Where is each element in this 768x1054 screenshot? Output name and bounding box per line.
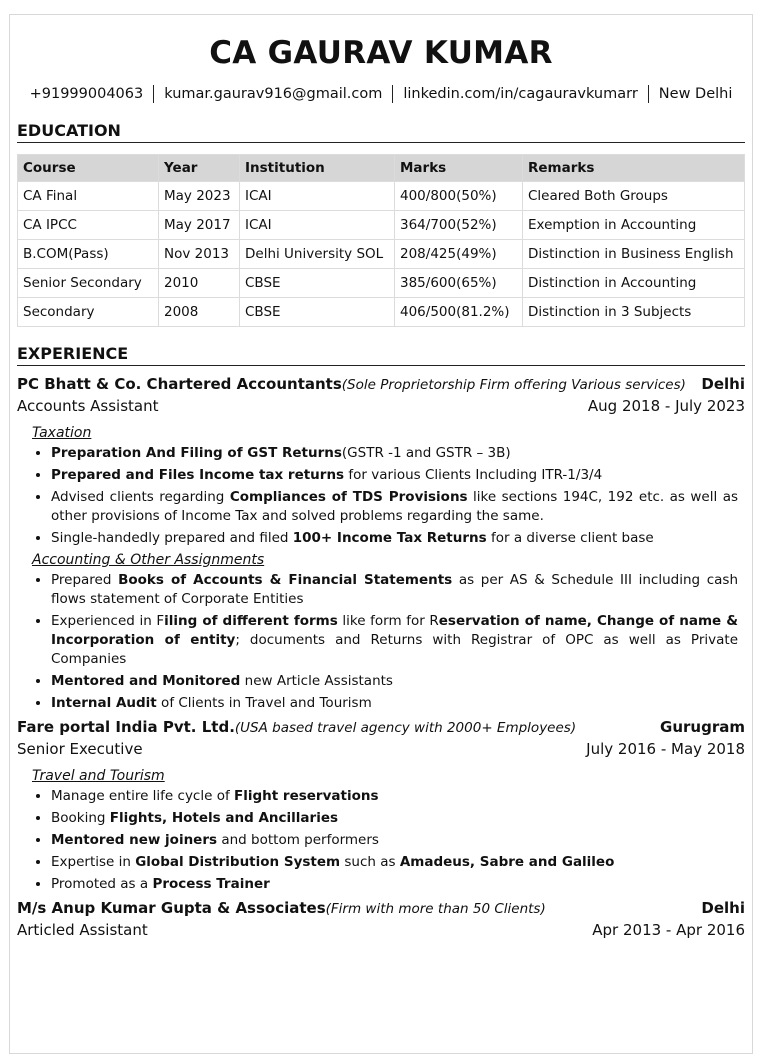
- table-cell: Distinction in Accounting: [523, 269, 745, 298]
- table-cell: May 2023: [159, 182, 240, 211]
- text-run: ; documents and Returns with Registrar of OPC as well as Private Companies: [51, 632, 738, 667]
- bold-text: Process Trainer: [152, 876, 270, 892]
- candidate-name: CA GAURAV KUMAR: [209, 35, 553, 71]
- job-header: [17, 718, 745, 736]
- table-cell: 406/500(81.2%): [395, 298, 523, 327]
- column-header: Institution: [240, 155, 395, 182]
- bold-text: Internal Audit: [51, 695, 157, 711]
- bold-text: eservation of name, Change of name & Incorporation of entity: [51, 613, 738, 648]
- table-cell: Exemption in Accounting: [523, 211, 745, 240]
- table-row: [18, 269, 745, 298]
- job-location: Gurugram: [660, 718, 745, 736]
- column-header: Remarks: [523, 155, 745, 182]
- table-row: [18, 298, 745, 327]
- company-name: PC Bhatt & Co. Chartered Accountants: [17, 375, 342, 393]
- bold-text: iling of different forms: [164, 613, 338, 629]
- table-cell: 400/800(50%): [395, 182, 523, 211]
- job-subheader: [17, 921, 745, 939]
- text-run: Manage entire life cycle of: [51, 788, 235, 804]
- education-table: [17, 154, 745, 327]
- list-item: [51, 571, 745, 609]
- table-row: [18, 182, 745, 211]
- text-run: of Clients in Travel and Tourism: [156, 695, 372, 711]
- bold-text: Flights, Hotels and Ancillaries: [109, 810, 339, 826]
- table-cell: Secondary: [18, 298, 159, 327]
- table-cell: Distinction in Business English: [523, 240, 745, 269]
- contact-divider: [153, 85, 154, 103]
- company-description: (USA based travel agency with 2000+ Employees): [234, 720, 577, 736]
- list-item: [51, 612, 745, 669]
- list-item: [51, 809, 745, 828]
- job-location: Delhi: [701, 375, 745, 393]
- text-run: such as: [340, 854, 400, 870]
- bold-text: 100+ Income Tax Returns: [292, 530, 487, 546]
- table-cell: 208/425(49%): [395, 240, 523, 269]
- bold-text: Preparation And Filing of GST Returns: [51, 445, 342, 461]
- bullet-list: [17, 787, 745, 894]
- job-dates: July 2016 - May 2018: [586, 740, 745, 758]
- text-run: Single-handedly prepared and filed: [51, 530, 293, 546]
- text-run: and bottom performers: [217, 832, 379, 848]
- text-run: as per AS & Schedule III including cash flows statement of Corporate Entities: [51, 572, 738, 607]
- job-header: [17, 899, 745, 917]
- text-run: for a diverse client base: [486, 530, 654, 546]
- contact-bar: [17, 85, 745, 103]
- table-cell: Senior Secondary: [18, 269, 159, 298]
- column-header: Year: [159, 155, 240, 182]
- bold-text: Global Distribution System: [135, 854, 341, 870]
- job-role: Senior Executive: [17, 740, 143, 758]
- table-cell: 2010: [159, 269, 240, 298]
- table-row: [18, 240, 745, 269]
- bullet-list: [17, 571, 745, 713]
- text-run: for various Clients Including ITR-1/3/4: [344, 467, 603, 483]
- job-role: Articled Assistant: [17, 921, 148, 939]
- subsection-title: Taxation: [32, 425, 92, 441]
- contact-divider: [648, 85, 649, 103]
- job-role: Accounts Assistant: [17, 397, 159, 415]
- job-title-line: [17, 899, 546, 917]
- list-item: [51, 875, 745, 894]
- location: New Delhi: [658, 86, 733, 102]
- bold-text: Prepared and Files Income tax returns: [51, 467, 345, 483]
- text-run: Prepared: [51, 572, 119, 588]
- email-address: kumar.gaurav916@gmail.com: [164, 86, 383, 102]
- table-cell: Nov 2013: [159, 240, 240, 269]
- list-item: [51, 466, 745, 485]
- column-header: Course: [18, 155, 159, 182]
- table-cell: 2008: [159, 298, 240, 327]
- text-run: like form for R: [337, 613, 439, 629]
- contact-divider: [392, 85, 393, 103]
- linkedin-url: linkedin.com/in/cagauravkumarr: [403, 86, 638, 102]
- job-dates: Aug 2018 - July 2023: [587, 397, 745, 415]
- table-cell: ICAI: [240, 182, 395, 211]
- bold-text: Mentored and Monitored: [51, 673, 241, 689]
- text-run: Advised clients regarding: [51, 489, 230, 505]
- education-heading: EDUCATION: [17, 121, 745, 143]
- table-cell: CA Final: [18, 182, 159, 211]
- bold-text: Compliances of TDS Provisions: [229, 489, 468, 505]
- bold-text: Amadeus, Sabre and Galileo: [399, 854, 615, 870]
- text-run: (GSTR -1 and GSTR – 3B): [341, 445, 511, 461]
- job-title-line: [17, 718, 576, 736]
- table-cell: ICAI: [240, 211, 395, 240]
- company-name: Fare portal India Pvt. Ltd.: [17, 718, 235, 736]
- list-item: [51, 694, 745, 713]
- company-name: M/s Anup Kumar Gupta & Associates: [17, 899, 326, 917]
- table-header-row: [18, 155, 745, 182]
- text-run: new Article Assistants: [240, 673, 393, 689]
- bold-text: Flight reservations: [234, 788, 379, 804]
- list-item: [51, 444, 745, 463]
- bold-text: Mentored new joiners: [51, 832, 218, 848]
- table-cell: CBSE: [240, 298, 395, 327]
- experience-heading: EXPERIENCE: [17, 344, 745, 366]
- job-subheader: [17, 740, 745, 758]
- table-cell: CA IPCC: [18, 211, 159, 240]
- table-cell: 364/700(52%): [395, 211, 523, 240]
- experience-list: [17, 375, 745, 939]
- job-dates: Apr 2013 - Apr 2016: [592, 921, 745, 939]
- text-run: Booking: [51, 810, 110, 826]
- list-item: [51, 672, 745, 691]
- subsection-title: Travel and Tourism: [32, 768, 165, 784]
- table-cell: Cleared Both Groups: [523, 182, 745, 211]
- list-item: [51, 488, 745, 526]
- list-item: [51, 831, 745, 850]
- company-description: (Sole Proprietorship Firm offering Various services): [341, 377, 686, 393]
- list-item: [51, 853, 745, 872]
- job-subheader: [17, 397, 745, 415]
- phone-number: +91999004063: [29, 86, 144, 102]
- text-run: Expertise in: [51, 854, 136, 870]
- text-run: Experienced in F: [51, 613, 165, 629]
- table-cell: Distinction in 3 Subjects: [523, 298, 745, 327]
- text-run: like sections 194C, 192 etc. as well as other provisions of Income Tax and solved problems regarding the same.: [51, 489, 738, 524]
- resume-page: [9, 14, 753, 1054]
- company-description: (Firm with more than 50 Clients): [325, 901, 546, 917]
- bold-text: Books of Accounts & Financial Statements: [118, 572, 453, 588]
- job-header: [17, 375, 745, 393]
- table-cell: Delhi University SOL: [240, 240, 395, 269]
- bullet-list: [17, 444, 745, 548]
- subsection-title: Accounting & Other Assignments: [32, 552, 265, 568]
- job-location: Delhi: [701, 899, 745, 917]
- column-header: Marks: [395, 155, 523, 182]
- table-cell: May 2017: [159, 211, 240, 240]
- text-run: Promoted as a: [51, 876, 153, 892]
- job-title-line: [17, 375, 686, 393]
- table-cell: B.COM(Pass): [18, 240, 159, 269]
- table-cell: CBSE: [240, 269, 395, 298]
- list-item: [51, 787, 745, 806]
- table-row: [18, 211, 745, 240]
- list-item: [51, 529, 745, 548]
- table-cell: 385/600(65%): [395, 269, 523, 298]
